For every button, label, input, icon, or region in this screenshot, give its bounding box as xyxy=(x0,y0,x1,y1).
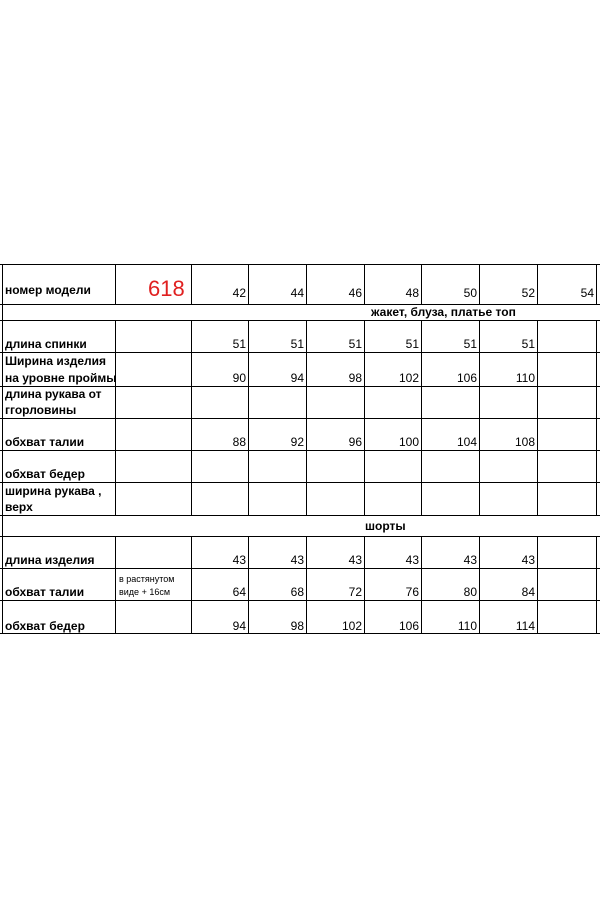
row-value: 100 xyxy=(398,435,419,449)
row-label: длина рукава от xyxy=(5,387,102,401)
row-value: 96 xyxy=(348,435,362,449)
grid-line xyxy=(596,264,597,304)
size-header: 42 xyxy=(232,286,246,300)
row-value: 43 xyxy=(463,553,477,567)
row-value: 110 xyxy=(457,619,477,633)
grid-line xyxy=(115,536,116,633)
size-header: 46 xyxy=(348,286,362,300)
section-title-bottom: шорты xyxy=(365,519,406,533)
row-label: Ширина изделия xyxy=(5,354,107,368)
row-value: 51 xyxy=(463,337,477,351)
grid-line xyxy=(0,320,600,321)
grid-line xyxy=(0,264,600,265)
row-value: 102 xyxy=(398,371,419,385)
row-value: 106 xyxy=(456,371,477,385)
row-value: 94 xyxy=(232,619,246,633)
grid-line xyxy=(596,536,597,633)
size-header: 44 xyxy=(290,286,304,300)
row-note: виде + 16см xyxy=(119,587,171,597)
row-value: 64 xyxy=(232,585,246,599)
section-title-top: жакет, блуза, платье топ xyxy=(371,305,516,319)
model-number: 618 xyxy=(148,276,185,301)
row-label: ширина рукава , xyxy=(5,484,102,498)
row-label: обхват бедер xyxy=(5,467,85,481)
row-label: обхват бедер xyxy=(5,619,85,633)
row-value: 94 xyxy=(290,371,304,385)
row-value: 51 xyxy=(405,337,419,351)
grid-line xyxy=(0,515,600,516)
grid-line xyxy=(0,482,600,483)
row-value: 43 xyxy=(348,553,362,567)
row-label: обхват талии xyxy=(5,585,85,599)
grid-line xyxy=(115,264,116,304)
grid-line xyxy=(0,352,600,353)
grid-line xyxy=(537,536,538,633)
grid-line xyxy=(0,633,600,634)
grid-line xyxy=(0,568,600,569)
row-label: верх xyxy=(5,500,33,514)
row-value: 84 xyxy=(521,585,535,599)
row-value: 68 xyxy=(290,585,304,599)
row-value: 51 xyxy=(232,337,246,351)
row-value: 104 xyxy=(456,435,477,449)
grid-line xyxy=(0,450,600,451)
row-value: 43 xyxy=(521,553,535,567)
row-value: 43 xyxy=(290,553,304,567)
row-label: длина изделия xyxy=(5,553,95,567)
row-value: 51 xyxy=(521,337,535,351)
row-label: на уровне проймы xyxy=(5,371,117,385)
size-header: 48 xyxy=(405,286,419,300)
grid-line xyxy=(0,600,600,601)
row-value: 98 xyxy=(290,619,304,633)
row-value: 108 xyxy=(514,435,535,449)
size-header: 50 xyxy=(463,286,477,300)
row-value: 43 xyxy=(405,553,419,567)
row-value: 51 xyxy=(290,337,304,351)
row-value: 106 xyxy=(398,619,419,633)
row-value: 88 xyxy=(232,435,246,449)
row-value: 98 xyxy=(348,371,362,385)
row-value: 43 xyxy=(232,553,246,567)
size-header: 54 xyxy=(580,286,594,300)
grid-line xyxy=(115,320,116,515)
grid-line xyxy=(0,418,600,419)
grid-line xyxy=(2,264,3,633)
size-header: 52 xyxy=(521,286,535,300)
row-value: 90 xyxy=(232,371,246,385)
row-value: 110 xyxy=(515,371,535,385)
row-value: 51 xyxy=(348,337,362,351)
grid-line xyxy=(596,320,597,515)
row-value: 92 xyxy=(290,435,304,449)
row-label: обхват талии xyxy=(5,435,85,449)
model-label: номер модели xyxy=(5,283,91,297)
row-label: длина спинки xyxy=(5,337,87,351)
row-value: 76 xyxy=(405,585,419,599)
row-value: 102 xyxy=(341,619,362,633)
row-note: в растянутом xyxy=(119,574,175,584)
row-value: 114 xyxy=(515,619,535,633)
row-value: 80 xyxy=(463,585,477,599)
row-value: 72 xyxy=(348,585,362,599)
row-label: ггорловины xyxy=(5,403,77,417)
grid-line xyxy=(0,536,600,537)
grid-line xyxy=(537,320,538,515)
